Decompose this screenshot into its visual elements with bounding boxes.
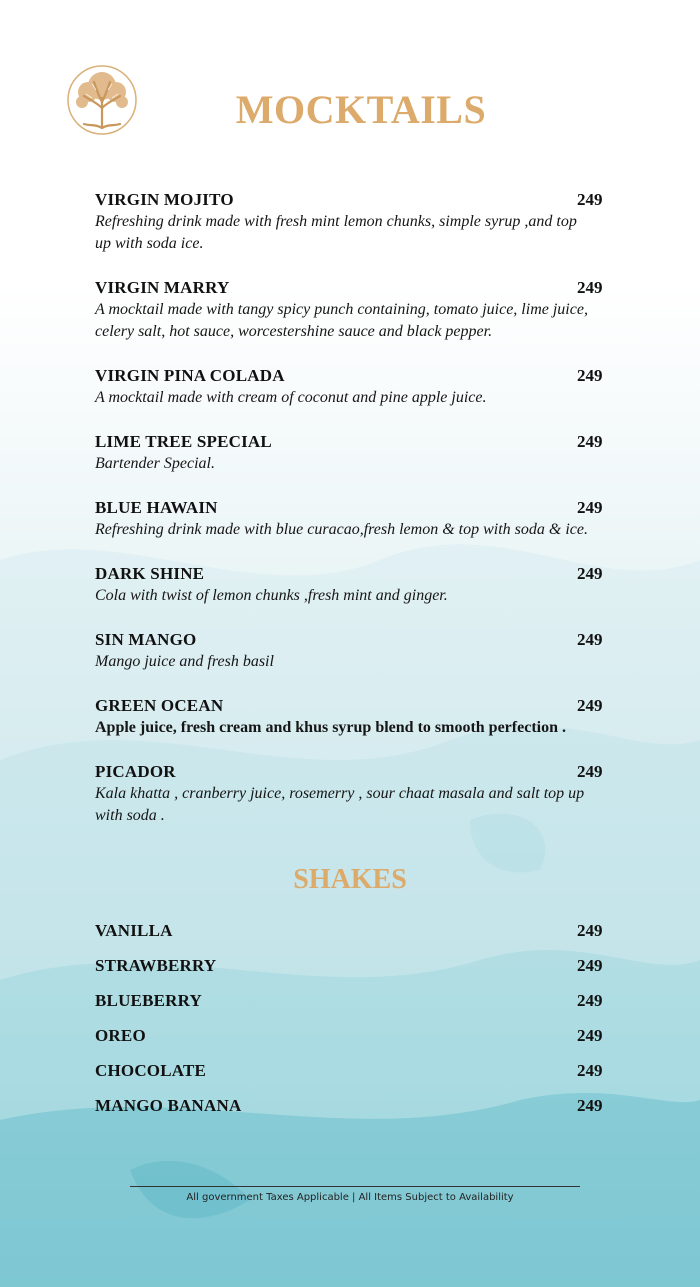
- menu-item: [95, 431, 635, 475]
- item-price: 249: [577, 432, 603, 451]
- item-name: SIN MANGO: [95, 630, 197, 649]
- item-description: Refreshing drink made with fresh mint lemon chunks, simple syrup ,and top: [95, 213, 577, 230]
- item-description: Bartender Special.: [95, 455, 215, 472]
- item-name: GREEN OCEAN: [95, 696, 224, 715]
- menu-item: [95, 955, 635, 977]
- item-description: up with soda ice.: [95, 235, 204, 252]
- item-name: MANGO BANANA: [95, 1096, 242, 1115]
- item-description: Kala khatta , cranberry juice, rosemerry , sour chaat masala and salt top up: [95, 785, 585, 802]
- item-price: 249: [577, 1026, 603, 1045]
- menu-item: [95, 277, 635, 343]
- menu-item: [95, 189, 635, 255]
- menu-item: [95, 629, 635, 673]
- menu-item: [95, 761, 635, 827]
- menu-item: [95, 920, 635, 942]
- item-price: 249: [577, 696, 603, 715]
- item-description: with soda .: [95, 807, 165, 824]
- item-description: A mocktail made with tangy spicy punch containing, tomato juice, lime juice,: [95, 301, 588, 318]
- item-name: OREO: [95, 1026, 146, 1045]
- footer-divider: [130, 1186, 580, 1187]
- item-name: CHOCOLATE: [95, 1061, 207, 1080]
- item-price: 249: [577, 956, 603, 975]
- item-price: 249: [577, 991, 603, 1010]
- menu-item: [95, 1095, 635, 1117]
- item-name: VANILLA: [95, 921, 173, 940]
- footer-note: All government Taxes Applicable | All Items Subject to Availability: [186, 1192, 514, 1203]
- item-price: 249: [577, 190, 603, 209]
- item-name: DARK SHINE: [95, 564, 205, 583]
- item-price: 249: [577, 366, 603, 385]
- item-price: 249: [577, 1096, 603, 1115]
- item-price: 249: [577, 630, 603, 649]
- menu-item: [95, 1060, 635, 1082]
- item-price: 249: [577, 1061, 603, 1080]
- item-name: VIRGIN MARRY: [95, 278, 230, 297]
- item-price: 249: [577, 498, 603, 517]
- item-price: 249: [577, 564, 603, 583]
- item-name: PICADOR: [95, 762, 176, 781]
- item-name: LIME TREE SPECIAL: [95, 432, 272, 451]
- item-description: A mocktail made with cream of coconut and pine apple juice.: [95, 389, 487, 406]
- item-description: Apple juice, fresh cream and khus syrup blend to smooth perfection .: [95, 719, 566, 736]
- item-name: BLUE HAWAIN: [95, 498, 218, 517]
- item-name: VIRGIN MOJITO: [95, 190, 234, 209]
- item-name: STRAWBERRY: [95, 956, 217, 975]
- item-name: VIRGIN PINA COLADA: [95, 366, 285, 385]
- page-title: MOCKTAILS: [235, 87, 487, 132]
- menu-item: [95, 365, 635, 409]
- item-price: 249: [577, 278, 603, 297]
- item-description: Mango juice and fresh basil: [95, 653, 274, 670]
- item-description: celery salt, hot sauce, worcestershine sauce and black pepper.: [95, 323, 493, 340]
- item-description: Cola with twist of lemon chunks ,fresh mint and ginger.: [95, 587, 448, 604]
- menu-item: [95, 695, 635, 739]
- item-name: BLUEBERRY: [95, 991, 203, 1010]
- item-description: Refreshing drink made with blue curacao,fresh lemon & top with soda & ice.: [95, 521, 588, 538]
- item-price: 249: [577, 762, 603, 781]
- menu-item: [95, 563, 635, 607]
- section-title-shakes: SHAKES: [293, 864, 407, 895]
- item-price: 249: [577, 921, 603, 940]
- menu-item: [95, 1025, 635, 1047]
- menu-item: [95, 990, 635, 1012]
- menu-item: [95, 497, 635, 541]
